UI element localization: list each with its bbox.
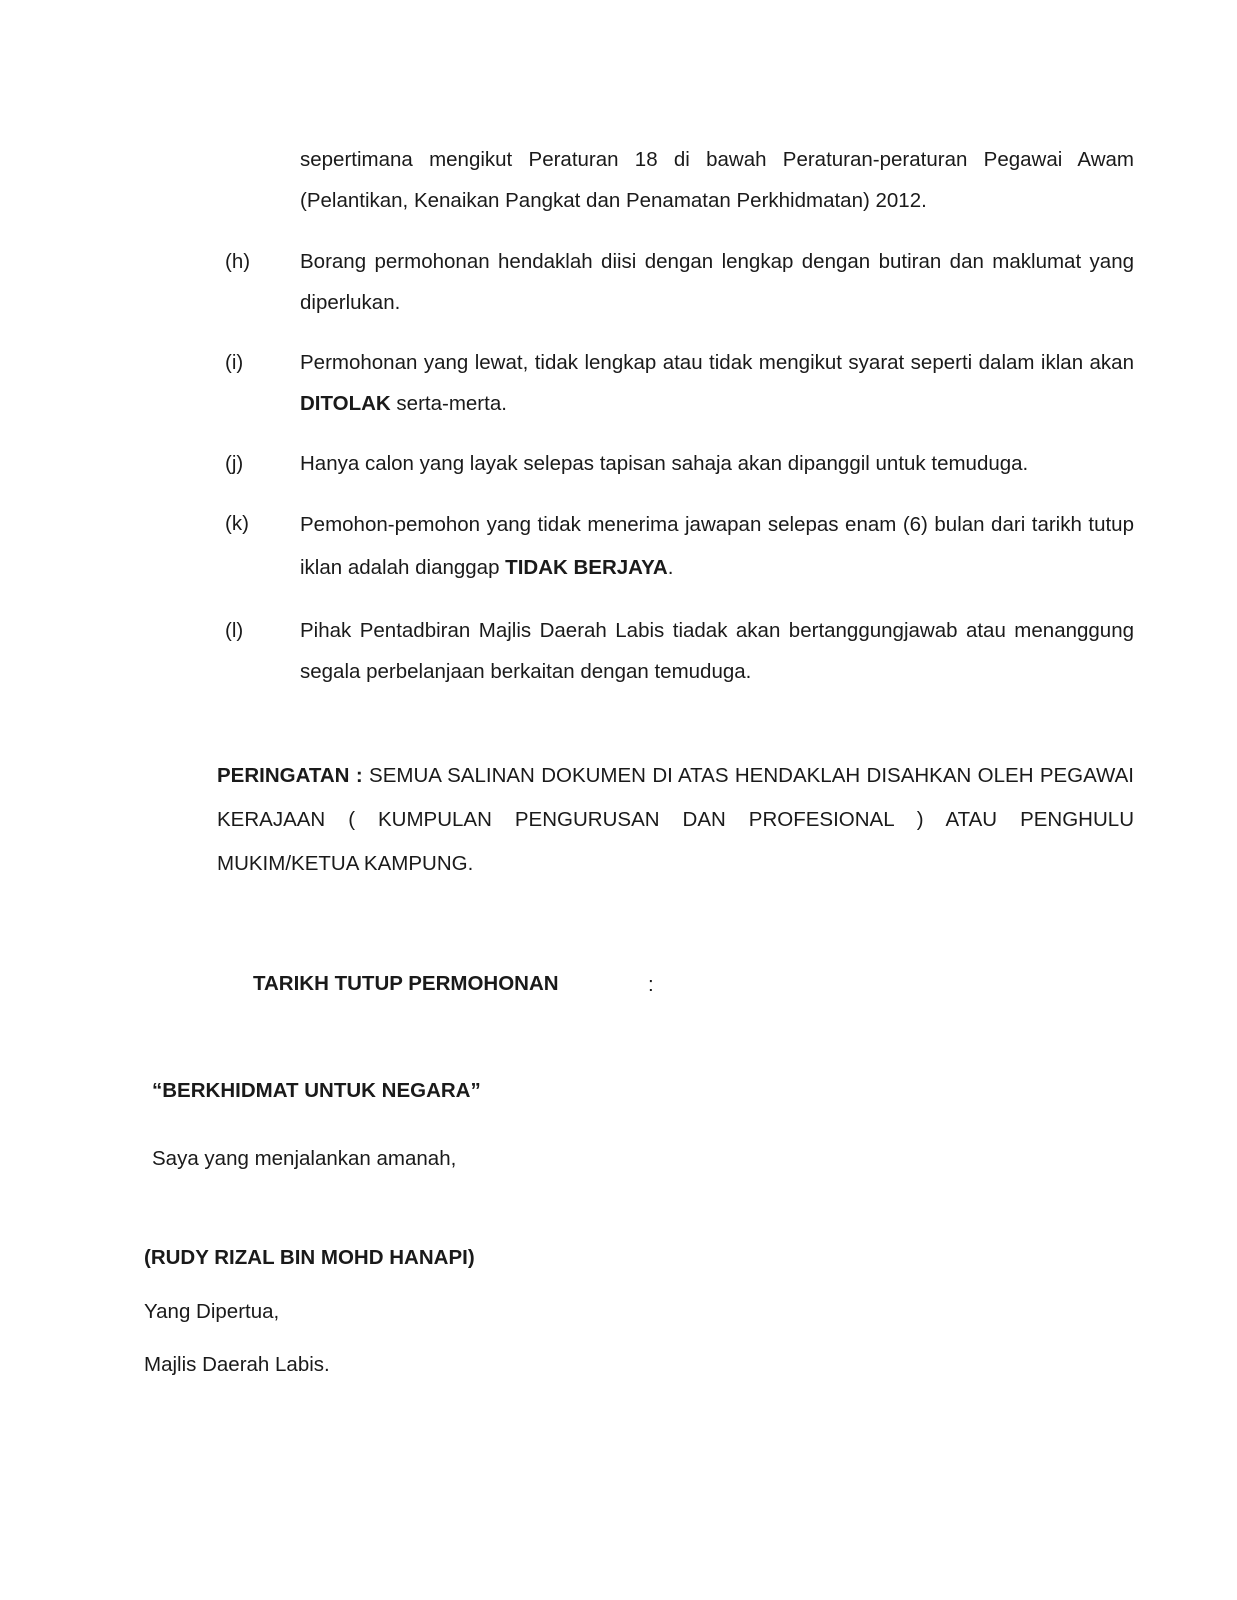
item-label-i: (i) xyxy=(225,351,244,374)
signatory-organization: Majlis Daerah Labis. xyxy=(144,1353,330,1376)
warning-paragraph xyxy=(217,754,1134,886)
item-text-k xyxy=(300,503,1134,589)
list-continuation: sepertimana mengikut Peraturan 18 di bawah Peraturan-peraturan Pegawai Awam (Pelantikan, Kenaikan Pangkat dan Penamatan Perkhidmatan) 2012. xyxy=(300,148,1134,212)
motto: “BERKHIDMAT UNTUK NEGARA” xyxy=(152,1079,481,1102)
item-text-i-after: serta-merta. xyxy=(390,392,507,415)
item-text-i xyxy=(300,342,1134,424)
item-label-l: (l) xyxy=(225,619,244,642)
trust-line: Saya yang menjalankan amanah, xyxy=(152,1147,457,1170)
item-text-j: Hanya calon yang layak selepas tapisan sahaja akan dipanggil untuk temuduga. xyxy=(300,452,1029,475)
item-label-k: (k) xyxy=(225,512,249,535)
item-text-l: Pihak Pentadbiran Majlis Daerah Labis tiadak akan bertanggungjawab atau menanggung segala perbelanjaan berkaitan dengan temuduga. xyxy=(300,619,1134,683)
warning-text: SEMUA SALINAN DOKUMEN DI ATAS HENDAKLAH DISAHKAN OLEH PEGAWAI KERAJAAN ( KUMPULAN PENGURUSAN DAN PROFESIONAL ) ATAU PENGHULU MUKIM/KETUA KAMPUNG. xyxy=(217,764,1135,875)
item-text-k-bold: TIDAK BERJAYA xyxy=(505,556,668,579)
item-label-h: (h) xyxy=(225,250,251,273)
item-text-i-bold: DITOLAK xyxy=(300,392,391,415)
signatory-name: (RUDY RIZAL BIN MOHD HANAPI) xyxy=(144,1246,475,1269)
item-label-j: (j) xyxy=(225,452,244,475)
warning-label: PERINGATAN : xyxy=(217,764,363,787)
closing-date-colon: : xyxy=(648,973,654,996)
item-text-h: Borang permohonan hendaklah diisi dengan lengkap dengan butiran dan maklumat yang diperlukan. xyxy=(300,250,1134,314)
item-text-k-before: Pemohon-pemohon yang tidak menerima jawapan selepas enam (6) bulan dari tarikh tutup iklan adalah dianggap xyxy=(300,513,1134,579)
closing-date-label: TARIKH TUTUP PERMOHONAN xyxy=(253,972,559,995)
item-text-i-before: Permohonan yang lewat, tidak lengkap atau tidak mengikut syarat seperti dalam iklan akan xyxy=(300,351,1134,374)
item-text-k-after: . xyxy=(667,556,674,579)
signatory-title: Yang Dipertua, xyxy=(144,1300,280,1323)
